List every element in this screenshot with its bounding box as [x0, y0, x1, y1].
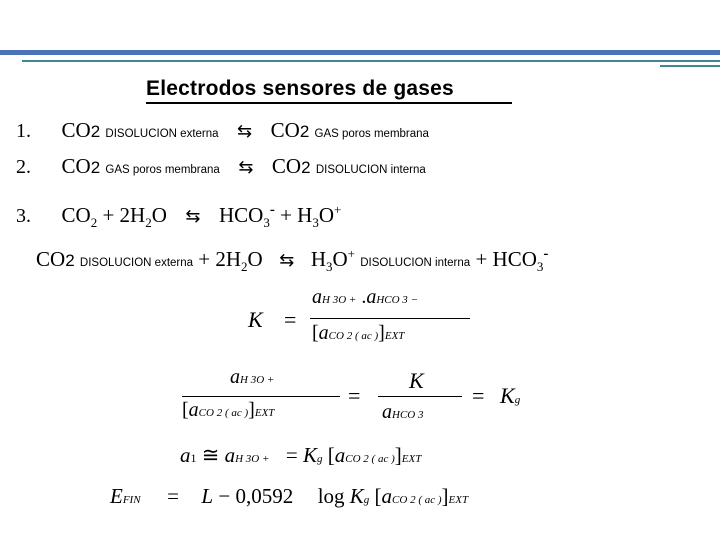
species-co2: CO	[61, 118, 91, 142]
kg-left-numerator: aH 3O +	[230, 366, 275, 388]
equation-number: 1.	[16, 120, 31, 142]
kg-left-denominator: [aCO 2 ( ac )]EXT	[182, 399, 275, 421]
equilibrium-arrow-icon: ⇆	[237, 121, 253, 142]
phase-label: DISOLUCION interna	[360, 257, 471, 269]
equals-sign: =	[348, 383, 361, 408]
k-symbol: K	[409, 368, 424, 393]
phase-label: GAS poros membrana	[105, 164, 220, 176]
equilibrium-arrow-icon: ⇆	[185, 206, 201, 227]
a1-equation: a1 ≅ aH 3O + = Kg [aCO 2 ( ac )]EXT	[180, 443, 422, 467]
slide-title: Electrodos sensores de gases	[146, 77, 454, 100]
phase-label: GAS poros membrana	[314, 128, 429, 140]
equation-number: 3.	[16, 205, 31, 227]
kg-symbol: Kg	[500, 383, 521, 408]
species-co2: CO	[61, 154, 91, 178]
phase-label: DISOLUCION externa	[79, 257, 194, 269]
equation-3: 3. $CO_2 + 2H_2O$ ⇆ $HCO_3^- + H_3O^+$	[16, 202, 342, 231]
equals-sign: =	[284, 307, 297, 332]
equation-1: 1. CO2 DISOLUCION externa ⇆ CO2 GAS poros membrana	[16, 118, 429, 142]
title-underline	[146, 102, 512, 104]
equation-4: CO2 DISOLUCION externa + $2H_2O$ ⇆ $H_3O^+$ DISOLUCION interna + $HCO_3^-$	[36, 246, 549, 275]
k-symbol: K	[248, 307, 263, 332]
fraction-bar	[310, 318, 470, 319]
equilibrium-arrow-icon: ⇆	[238, 157, 254, 178]
equilibrium-arrow-icon: ⇆	[279, 250, 295, 271]
species-co2: CO	[271, 154, 302, 178]
equals-sign: =	[472, 383, 485, 408]
kg-mid-denominator: aHCO 3	[382, 401, 424, 423]
k-numerator: aH 3O + .aHCO 3 −	[312, 286, 418, 308]
k-denominator: [aCO 2 ( ac )]EXT	[312, 322, 405, 344]
equation-number: 2.	[16, 156, 31, 178]
header-rule-teal	[22, 60, 720, 62]
header-rule-blue	[0, 50, 720, 55]
fraction-bar	[182, 396, 340, 397]
equation-2: 2. CO2 GAS poros membrana ⇆ CO2 DISOLUCION interna	[16, 154, 426, 178]
phase-label: DISOLUCION externa	[105, 128, 219, 140]
header-rule-teal-short	[660, 65, 720, 67]
phase-label: DISOLUCION interna	[315, 164, 426, 176]
fraction-bar	[378, 396, 462, 397]
e-fin-equation: EFIN = L − 0,0592 log Kg [aCO 2 ( ac )]EXT	[110, 484, 469, 508]
species-co2: CO	[270, 118, 300, 142]
